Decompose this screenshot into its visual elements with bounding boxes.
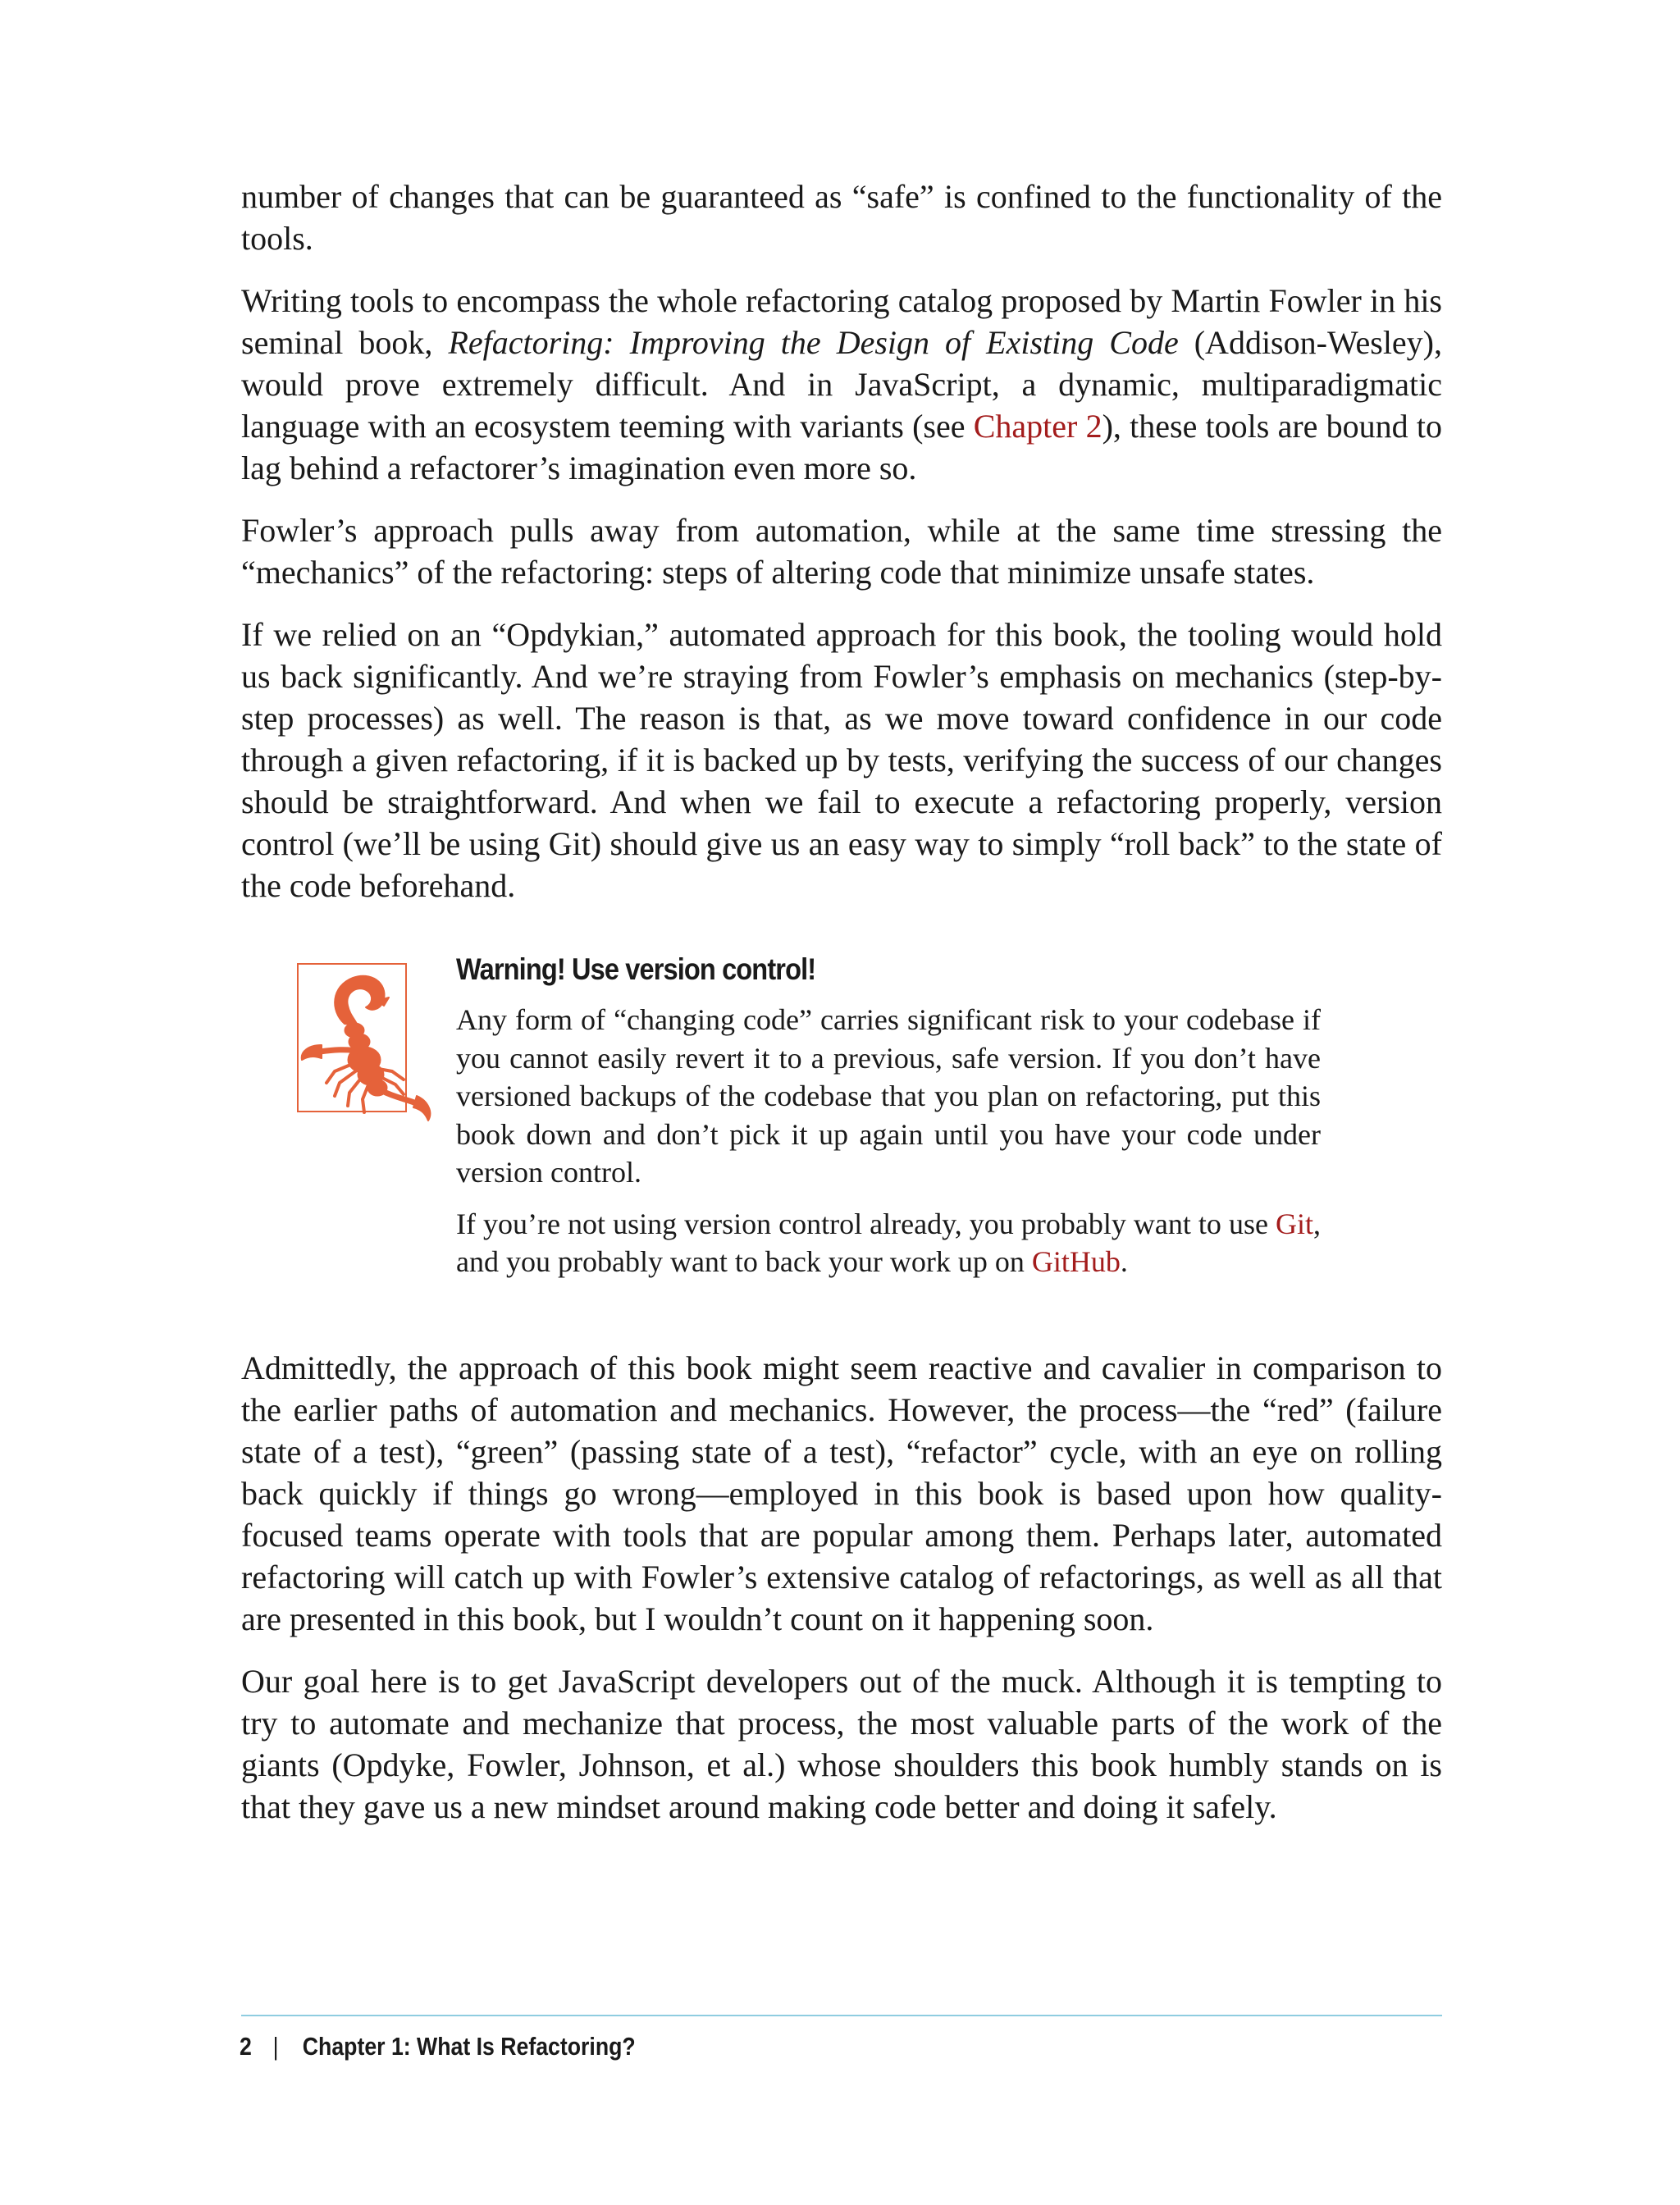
github-link[interactable]: GitHub: [1031, 1245, 1121, 1278]
git-link[interactable]: Git: [1275, 1207, 1313, 1240]
paragraph: number of changes that can be guaranteed as “safe” is confined to the functionality of the tools.: [241, 178, 1442, 257]
footer-separator: |: [272, 2032, 279, 2061]
chapter-title: Chapter 1: What Is Refactoring?: [302, 2032, 636, 2061]
text-run: If you’re not using version control already, you probably want to use: [456, 1207, 1276, 1240]
paragraph: Admittedly, the approach of this book might seem reactive and cavalier in comparison to the earlier paths of automation and mechanics. However, the process—the “red” (failure state of a test), “green” (passing state of a test), “refactor” cycle, with an eye on rolling back quickly if things go wrong—employed in this book is based upon how quality-focused teams operate with tools that are popular among them. Perhaps later, automated refactoring will catch up with Fowler’s extensive catalog of refactorings, as well as all that are presented in this book, but I wouldn’t count on it happening soon.: [241, 1349, 1442, 1637]
scorpion-icon: [272, 960, 436, 1132]
text-run: Writing tools to encompass the whole refactoring catalog proposed by Martin Fowler in his seminal book,: [241, 282, 1442, 361]
paragraph: [241, 280, 1442, 489]
paragraph: If we relied on an “Opdykian,” automated approach for this book, the tooling would hold us back significantly. And we’re straying from Fowler’s emphasis on mechanics (step-by-step processes) as well. The reason is that, as we move toward confidence in our code through a given refactoring, if it is backed up by tests, verifying the success of our changes should be straightforward. And when we fail to execute a refactoring properly, version control (we’ll be using Git) should give us an easy way to simply “roll back” to the state of the code beforehand.: [241, 616, 1442, 904]
paragraph: Fowler’s approach pulls away from automation, while at the same time stressing the “mechanics” of the refactoring: steps of altering code that minimize unsafe states.: [241, 512, 1442, 591]
warning-content: [456, 950, 1321, 1294]
book-title: Refactoring: Improving the Design of Existing Code: [448, 324, 1179, 361]
warning-paragraph: [456, 1205, 1321, 1281]
warning-text: [456, 1001, 1321, 1281]
warning-title: Warning! Use version control!: [456, 952, 816, 986]
text-run: , and you probably want to back your work up on: [456, 1207, 1321, 1278]
text-run: ), these tools are bound to lag behind a refactorer’s imagination even more so.: [241, 408, 1442, 486]
paragraph: Our goal here is to get JavaScript developers out of the muck. Although it is tempting to try to automate and mechanize that process, the most valuable parts of the work of the giants (Opdyke, Fowler, Johnson, et al.) whose shoulders this book humbly stands on is that they gave us a new mindset around making code better and doing it safely.: [241, 1663, 1442, 1825]
warning-icon-frame: [297, 963, 407, 1112]
footer-rule: [241, 2015, 1442, 2016]
warning-paragraph: Any form of “changing code” carries significant risk to your codebase if you cannot easily revert it to a previous, safe version. If you don’t have versioned backups of the codebase that you plan on refactoring, put this book down and don’t pick it up again until you have your code under version control.: [456, 1003, 1321, 1189]
page-footer: [240, 2026, 636, 2067]
text-run: .: [1120, 1245, 1128, 1278]
body-text-top: [241, 176, 1442, 906]
text-run: (Addison-Wesley), would prove extremely difficult. And in JavaScript, a dynamic, multiparadigmatic language with an ecosystem teeming with variants (see: [241, 324, 1443, 445]
page-number: 2: [240, 2032, 252, 2061]
warning-callout: [276, 950, 1326, 1294]
body-text-bottom: [241, 1347, 1442, 1828]
chapter-2-link[interactable]: Chapter 2: [973, 408, 1102, 445]
